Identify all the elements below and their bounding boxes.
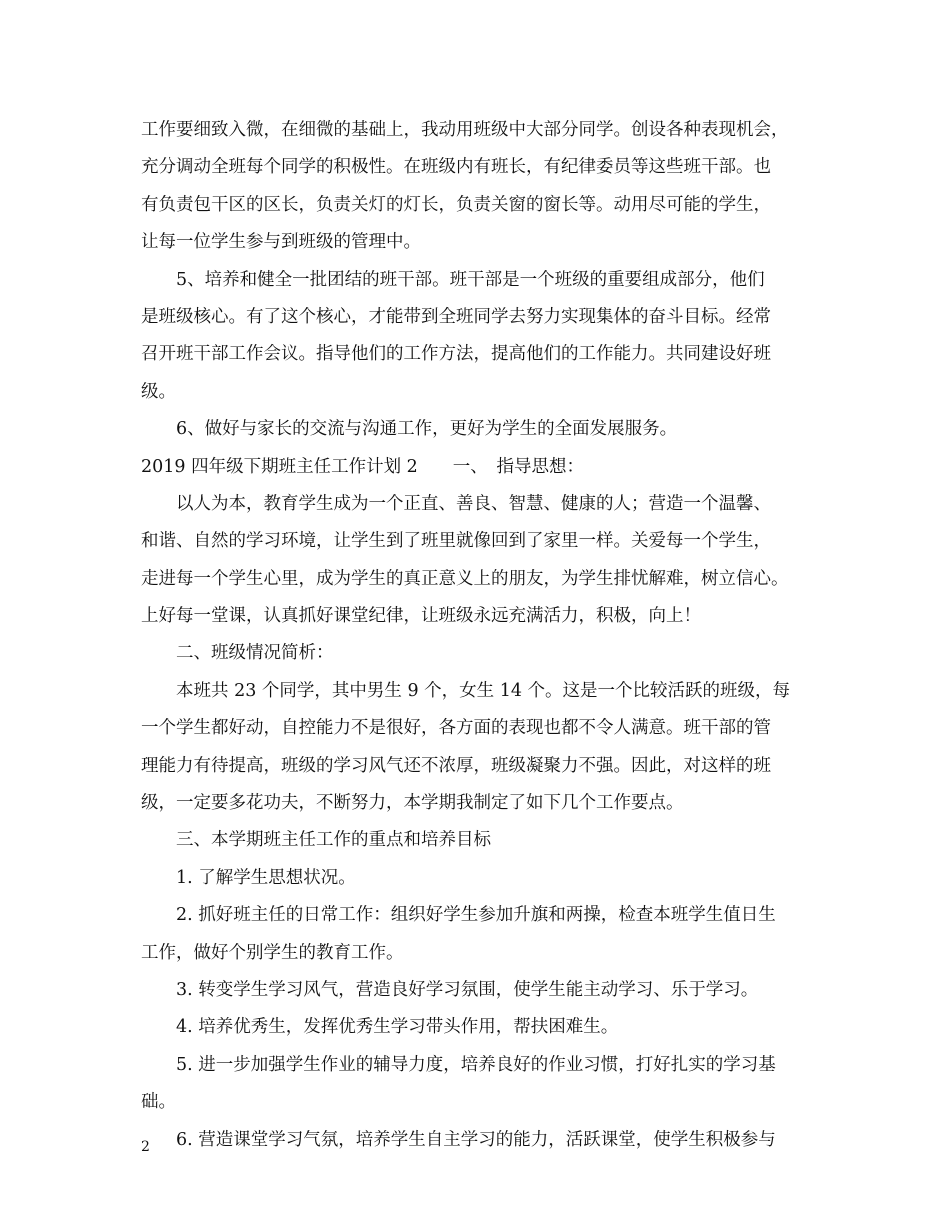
text-line: 有负责包干区的区长，负责关灯的灯长，负责关窗的窗长等。动用尽可能的学生， [141, 194, 771, 215]
text-line: 让每一位学生参与到班级的管理中。 [141, 232, 421, 253]
text-line: 6、做好与家长的交流与沟通工作，更好为学生的全面发展服务。 [176, 419, 678, 440]
text-line: 走进每一个学生心里，成为学生的真正意义上的朋友，为学生排忧解难，树立信心。 [141, 568, 789, 589]
text-line: 和谐、自然的学习环境，让学生到了班里就像回到了家里一样。关爱每一个学生， [141, 531, 771, 552]
text-line: 础。 [141, 1092, 176, 1113]
text-line: 上好每一堂课，认真抓好课堂纪律，让班级永远充满活力，积极，向上！ [141, 606, 701, 627]
list-item: 2. 抓好班主任的日常工作：组织好学生参加升旗和两操，检查本班学生值日生 [176, 905, 776, 926]
section-heading: 2019 四年级下期班主任工作计划 2 一、 指导思想： [141, 456, 585, 477]
text-line: 一个学生都好动，自控能力不是很好，各方面的表现也都不令人满意。班干部的管 [141, 718, 771, 739]
text-line: 是班级核心。有了这个核心，才能带到全班同学去努力实现集体的奋斗目标。经常 [141, 306, 771, 327]
text-line: 5、培养和健全一批团结的班干部。班干部是一个班级的重要组成部分，他们 [176, 269, 765, 290]
text-line: 级，一定要多花功夫，不断努力，本学期我制定了如下几个工作要点。 [141, 793, 684, 814]
body-text [141, 112, 821, 1159]
text-line: 本班共 23 个同学，其中男生 9 个，女生 14 个。这是一个比较活跃的班级，每 [176, 680, 791, 701]
page-number: 2 [141, 1139, 150, 1155]
list-item: 5. 进一步加强学生作业的辅导力度，培养良好的作业习惯，打好扎实的学习基 [176, 1054, 776, 1075]
text-line: 级。 [141, 381, 176, 402]
text-line: 召开班干部工作会议。指导他们的工作方法，提高他们的工作能力。共同建设好班 [141, 344, 771, 365]
list-item: 6. 营造课堂学习气氛，培养学生自主学习的能力，活跃课堂，使学生积极参与 [176, 1129, 776, 1150]
text-line: 工作，做好个别学生的教育工作。 [141, 942, 404, 963]
list-item: 1. 了解学生思想状况。 [176, 867, 356, 888]
text-line: 以人为本，教育学生成为一个正直、善良、智慧、健康的人；营造一个温馨、 [176, 493, 771, 514]
list-item: 3. 转变学生学习风气，营造良好学习氛围，使学生能主动学习、乐于学习。 [176, 979, 759, 1000]
text-line: 理能力有待提高，班级的学习风气还不浓厚，班级凝聚力不强。因此，对这样的班 [141, 755, 771, 776]
text-line: 充分调动全班每个同学的积极性。在班级内有班长，有纪律委员等这些班干部。也 [141, 157, 771, 178]
text-line: 工作要细致入微，在细微的基础上，我动用班级中大部分同学。创设各种表现机会， [141, 120, 789, 140]
list-item: 4. 培养优秀生，发挥优秀生学习带头作用，帮扶困难生。 [176, 1017, 619, 1038]
section-heading: 二、班级情况简析： [176, 643, 334, 664]
section-heading: 三、本学期班主任工作的重点和培养目标 [176, 830, 491, 851]
